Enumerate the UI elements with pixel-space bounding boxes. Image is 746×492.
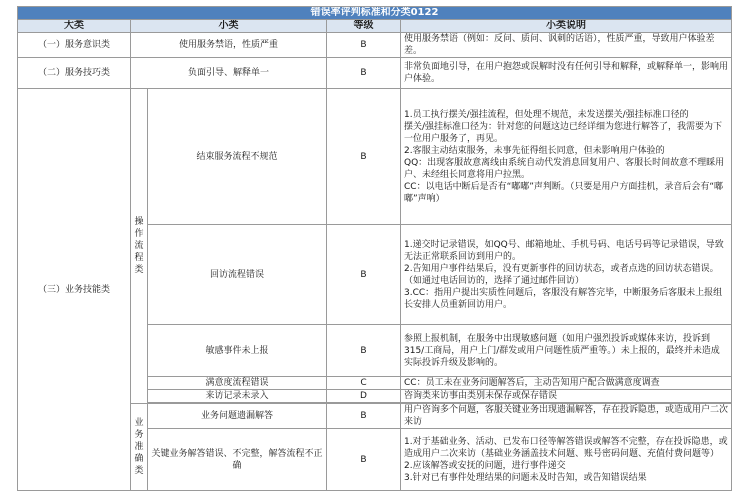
sub-business-accuracy: 业务准确类 [131, 404, 148, 491]
major-business-skill: （三）业务技能类 [18, 89, 131, 491]
desc-missed-answer: 用户咨询多个问题，客服关键业务出现遗漏解答，存在投诉隐患，或造成用户二次来访 [401, 404, 732, 429]
level-forbidden-words: B [327, 33, 401, 58]
header-level: 等级 [327, 20, 401, 33]
minor-sensitive-event: 敏感事件未上报 [148, 325, 327, 377]
sub-operation-flow: 操作流程类 [131, 89, 148, 404]
error-criteria-table [17, 6, 732, 491]
sheet-title: 错误率评判标准和分类0122 [18, 7, 732, 20]
desc-end-flow: 1.员工执行摆关/强挂流程，但处理不规范，未发送摆关/强挂标准口径的 摆关/强挂标准口径为：针对您的问题这边已经详细为您进行解答了，我需要为下一位用户服务了，再见。 2.客服主动结束服务，未事先征得组长同意，但未影响用户体验的 QQ：出现客服故意离线由系统自动代发消息回复用户、客服长时间故意不理睬用户、未经组长同意将用户拉黑。 CC：以电话中断后是否有“嘟嘟”声判断。（只要是用户方面挂机，录音后会有“嘟嘟”声响） [401, 89, 732, 225]
level-sensitive-event: B [327, 325, 401, 377]
desc-forbidden-words: 使用服务禁语（例如：反问、质问、讽刺的话语），性质严重，导致用户体验差差。 [401, 33, 732, 58]
level-negative-guidance: B [327, 58, 401, 89]
header-major-category: 大类 [18, 20, 131, 33]
level-satisfaction-flow: C [327, 377, 401, 390]
header-minor-category: 小类 [131, 20, 327, 33]
header-description: 小类说明 [401, 20, 732, 33]
level-end-flow: B [327, 89, 401, 225]
level-missed-answer: B [327, 404, 401, 429]
level-visit-record: D [327, 390, 401, 403]
desc-callback-flow: 1.递交时记录错误，如QQ号、邮箱地址、手机号码、电话号码等记录错误，导致无法正常联系回访到用户的。 2.告知用户事件结果后，没有更新事件的回访状态，或者点选的回访状态错误。（如通过电话回访的，选择了通过邮件回访） 3.CC：指用户提出实质性问题后，客服没有解答完毕，中断服务后客服未上报组长安排人员重新回访用户。 [401, 225, 732, 325]
minor-end-flow: 结束服务流程不规范 [148, 89, 327, 225]
major-service-skill: （二）服务技巧类 [18, 58, 131, 89]
minor-forbidden-words: 使用服务禁语，性质严重 [131, 33, 327, 58]
minor-visit-record: 来访记录未录入 [148, 390, 327, 403]
level-key-answer-error: B [327, 429, 401, 491]
desc-key-answer-error: 1.对于基础业务、活动、已发布口径等解答错误或解答不完整，存在投诉隐患，或造成用户二次来访（基础业务涵盖技术问题、账号密码问题、充值付费问题等） 2.应该解答或安抚的问题，进行事件递交 3.针对已有事件处理结果的问题未及时告知，或告知错误结果 [401, 429, 732, 491]
level-callback-flow: B [327, 225, 401, 325]
desc-sensitive-event: 参照上报机制，在服务中出现敏感问题（如用户强烈投诉或媒体来访，投诉到315/工商局，用户上门/群发或用户问题性质严重等。）未上报的，最终并未造成实际投诉升级及影响的。 [401, 325, 732, 377]
desc-negative-guidance: 非常负面地引导，在用户抱怨或误解时没有任何引导和解释，或解释单一，影响用户体验。 [401, 58, 732, 89]
desc-visit-record: 咨询类来访事由类别未保存或保存错误 [401, 390, 732, 403]
desc-satisfaction-flow: CC：员工未在业务问题解答后，主动告知用户配合做满意度调查 [401, 377, 732, 390]
minor-missed-answer: 业务问题遗漏解答 [148, 404, 327, 429]
minor-key-answer-error: 关键业务解答错误、不完整，解答流程不正确 [148, 429, 327, 491]
major-service-awareness: （一）服务意识类 [18, 33, 131, 58]
minor-satisfaction-flow: 满意度流程错误 [148, 377, 327, 390]
minor-callback-flow: 回访流程错误 [148, 225, 327, 325]
minor-negative-guidance: 负面引导、解释单一 [131, 58, 327, 89]
